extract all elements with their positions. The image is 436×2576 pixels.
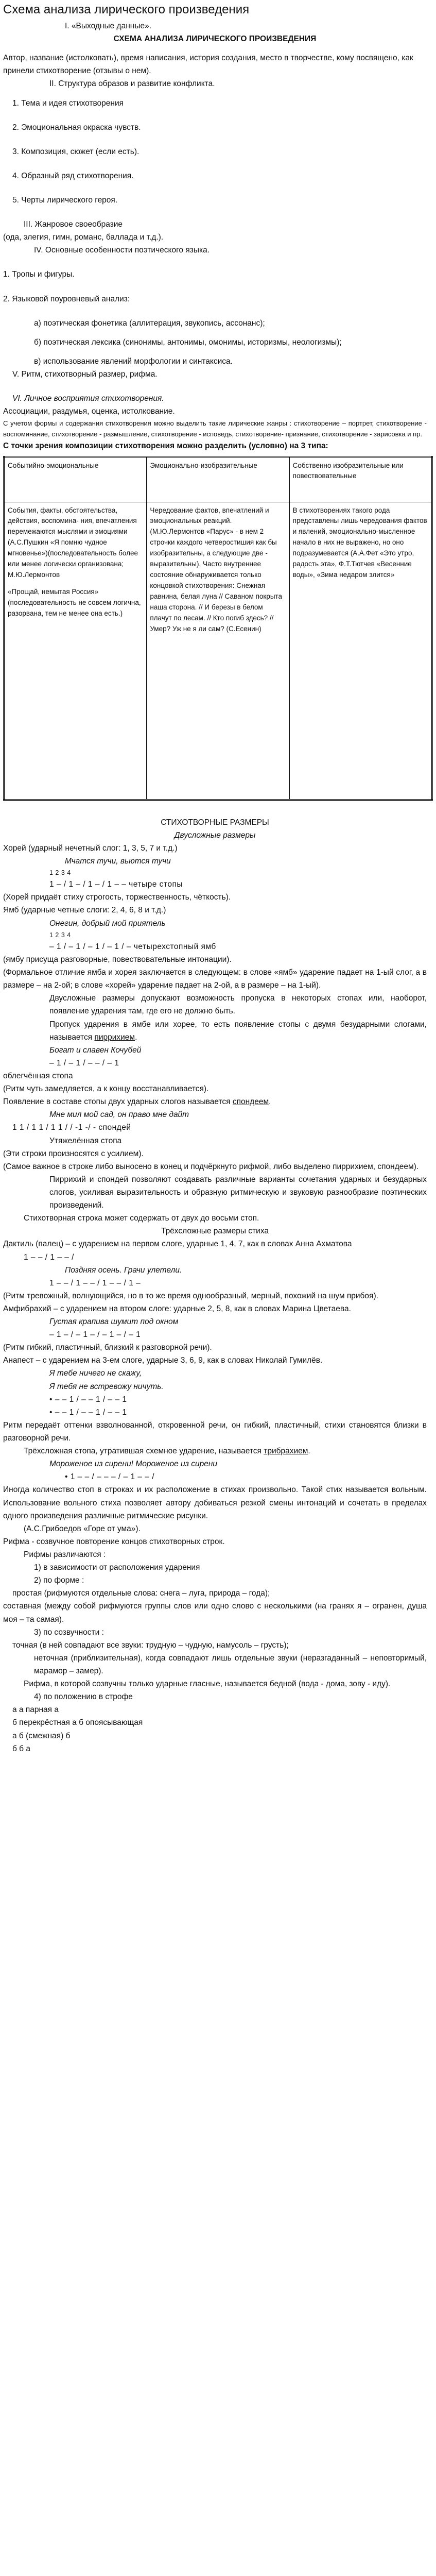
anapest-scheme-2: • – – 1 / – – 1 / – – 1 — [49, 1408, 127, 1417]
author-line: Автор, название (истолковать), время написания, история создания, место в творчестве, кому посвящено, как принели стихотворение (отзывы о нем). — [3, 54, 413, 76]
rhyme-4: 4) по положению в строфе — [34, 1692, 133, 1702]
spondee-def: Появление в составе стопы двух ударных слогов называется спондеем. — [3, 1097, 271, 1107]
tribrach-scheme: • 1 – – / – – – / – 1 – – / — [65, 1472, 155, 1482]
rhyme-simple: простая (рифмуются отдельные слова: снега – луга, природа – года); — [12, 1589, 270, 1598]
iamb-def: Ямб (ударные четные слоги: 2, 4, 6, 8 и т.д.) — [3, 906, 166, 915]
rhyme-def: Рифма - созвучное повторение концов стихотворных строк. — [3, 1537, 225, 1546]
genres-line: (ода, элегия, гимн, романс, баллада и т.д.). — [3, 233, 164, 242]
free-verse-note: Иногда количество стоп в строках и их расположение в стихах произвольно. Такой стих называется вольным. Использование вольного стиха позволяет автору добиваться резкой смены интонаций и сочетать в пределах одного произведения различные ритмические рисунки. — [3, 1485, 427, 1520]
trochee-numbers: 1 2 3 4 — [49, 869, 71, 876]
spondee-note: (Эти строки произносятся с усилием). — [3, 1149, 144, 1158]
spondee-example: Мне мил мой сад, он право мне дайт — [49, 1110, 189, 1120]
table-header-cell: Эмоционально-изобразительные — [147, 456, 289, 502]
table-cell — [4, 502, 147, 800]
lang-item-2: 2. Языковой поуровневый анализ: — [3, 294, 130, 303]
composition-table — [3, 456, 433, 801]
dactyl-note: (Ритм тревожный, волнующийся, но в то же время однообразный, мерный, похожий на шум прибоя). — [3, 1291, 378, 1300]
rhyme-compound: составная (между собой рифмуются группы слов или одно слово с несколькими (на гранях я – огранен, душа моя – та самая). — [3, 1602, 427, 1624]
genre-forms: С учетом формы и содержания стихотворения можно выделить такие лирические жанры : стихотворение – портрет, стихотворение - воспоминание, стихотворение - размышление, стихотворение - исповедь, стихотворение- признание, стихотворение - зарисовка и пр. — [3, 419, 427, 438]
lang-item-b: б) поэтическая лексика (синонимы, антонимы, омонимы, историзмы, неологизмы); — [34, 337, 342, 347]
rhyme-differ: Рифмы различаются : — [24, 1550, 106, 1560]
griboedov-ref: (А.С.Грибоедов «Горе от ума»). — [24, 1524, 141, 1533]
pyrrhic-note: (Ритм чуть замедляется, а к концу восстанавливается). — [3, 1084, 209, 1094]
item-4: 4. Образный ряд стихотворения. — [12, 171, 134, 180]
rhyme-2: 2) по форме : — [34, 1576, 84, 1585]
pyrrhic-example: Богат и славен Кочубей — [49, 1045, 142, 1055]
table-header-cell: Собственно изобразительные или повествовательные — [289, 456, 432, 502]
iamb-note: (ямбу присуща разговорные, повествовательные интонации). — [3, 955, 232, 964]
spondee-scheme: 1 1 / 1 1 / 1 1 / / -1 -/ - спондей — [12, 1123, 131, 1132]
line-types: Стихотворная строка может содержать от двух до восьми стоп. — [24, 1214, 259, 1223]
rhyme-pattern-d: б б а — [12, 1744, 30, 1753]
iamb-numbers: 1 2 3 4 — [49, 931, 71, 939]
rhyme-pattern-b: б перекрёстная а б опоясывающая — [12, 1718, 143, 1727]
rhyme-poor: Рифма, в которой созвучны только ударные гласные, называется бедной (вода - дома, зову - иду). — [24, 1680, 391, 1689]
iamb-scheme: – 1 / – 1 / – 1 / – 1 / – четырехстопный ямб — [49, 942, 216, 951]
section-1: I. «Выходные данные». — [65, 22, 152, 30]
rhyme-pattern-c: а б (смежная) б — [12, 1731, 71, 1740]
lang-item-a: а) поэтическая фонетика (аллитерация, звукопись, ассонанс); — [34, 318, 265, 328]
scheme-heading: СХЕМА АНАЛИЗА ЛИРИЧЕСКОГО ПРОИЗВЕДЕНИЯ — [113, 35, 317, 44]
trochee-def: Хорей (ударный нечетный слог: 1, 3, 5, 7 и т.д.) — [3, 843, 178, 853]
term-highlight: трибрахием — [264, 1447, 308, 1456]
cell-text: События, факты, обстоятельства, действия, воспомина- ния, впечатления перемежаются мыслями и эмоциями (А.С.Пушкин «Я помню чудное мгновенье»)(последовательность более или менее логически организована; М.Ю.Лермонтов — [8, 506, 138, 579]
dactyl-example: Поздняя осень. Грачи улетели. — [65, 1265, 182, 1275]
anapest-def: Анапест – с ударением на 3-ем слоге, ударные 3, 6, 9, как в словах Николай Гумилёв. — [3, 1356, 323, 1365]
tribrach-example: Мороженое из сирени! Мороженое из сирени — [49, 1460, 217, 1469]
rhyme-inexact: неточная (приблизительная), когда совпадают лишь отдельные звуки (неразгаданный – неповторимый, марамор – замер). — [34, 1653, 427, 1675]
item-2: 2. Эмоциональная окраска чувств. — [12, 123, 141, 132]
table-cell: Чередование фактов, впечатлений и эмоциональных реакций. (М.Ю.Лермонтов «Парус» - в нем 2 строчки каждого четверостишия как бы изобразительны, а следующие две - выразительны). Часто внутреннее состояние обнаруживается только концовкой стихотворения: Снежная равнина, белая луна // Саваном покрыта наша сторона. // И березы в белом плачут по лесам. // Кто погиб здесь? // Умер? Уж не я ли сам? (С.Есенин) — [147, 502, 289, 800]
rhyme-pattern-a: а а парная а — [12, 1705, 59, 1715]
pyrrhic-scheme: – 1 / – 1 / – – / – 1 — [49, 1058, 119, 1067]
spondee-more: (Самое важное в строке либо выносено в конец и подчёркнуто рифмой, либо выделено пиррихием, спондеем). — [3, 1162, 419, 1171]
dactyl-def: Дактиль (палец) – с ударением на первом слоге, ударные 1, 4, 7, как в словах Анна Ахматова — [3, 1240, 352, 1249]
pyrrhic-intro: Двусложные размеры допускают возможность пропуска в некоторых стопах или, наоборот, появление ударения там, где его не должно быть. — [49, 994, 427, 1016]
pyrrhic-def: Пропуск ударения в ямбе или хорее, то есть появление стопы с двумя безударными слогами, называется пиррихием. — [49, 1020, 427, 1042]
table-header-cell: Событийно-эмоциональные — [4, 456, 147, 502]
anapest-example-1: Я тебе ничего не скажу, — [49, 1369, 142, 1378]
iamb-example: Онегин, добрый мой приятель — [49, 919, 166, 928]
rhyme-3: 3) по созвучности : — [34, 1628, 104, 1637]
anapest-note: Ритм передаёт оттенки взволнованной, откровенной речи, он гибкий, пластичный, стихи становятся близки в разговорной речи. — [3, 1420, 427, 1443]
section-3: III. Жанровое своеобразие — [24, 220, 123, 229]
two-syllable-heading: Двусложные размеры — [174, 831, 256, 840]
table-header-row — [4, 456, 432, 502]
cell-text-tail: (последовательность не совсем логична, разорвана, тем не менее она есть.) — [8, 598, 141, 617]
formal-difference: (Формальное отличие ямба и хорея заключается в следующем: в слове «ямб» ударение падает на 1-ый слог, а в размере – на 2-ой; в слове «хорей» ударение падает на 2-ой, а в размере – на 1-ый). — [3, 968, 427, 990]
section-4: IV. Основные особенности поэтического языка. — [34, 246, 210, 255]
item-5: 5. Черты лирического героя. — [12, 195, 118, 205]
rhyme-1: 1) в зависимости от расположения ударения — [34, 1563, 200, 1572]
amphibrach-example: Густая крапива шумит под окном — [49, 1317, 179, 1327]
lang-item-c: в) использование явлений морфологии и синтаксиса. — [34, 357, 233, 366]
pyrrhic-tag: облегчённая стопа — [3, 1071, 73, 1080]
pyrrhic-spondee-text: Пиррихий и спондей позволяют создавать различные варианты сочетания ударных и безударных слогов, усиливая выразительность и образную ритмическую и звуковую разнообразие поэтических произведений. — [49, 1175, 427, 1210]
dactyl-scheme-2: 1 – – / 1 – – / 1 – – / 1 – — [49, 1278, 141, 1287]
three-syllable-heading: Трёхсложные размеры стиха — [161, 1227, 269, 1236]
term-highlight: спондеем — [232, 1097, 269, 1107]
meters-title: СТИХОТВОРНЫЕ РАЗМЕРЫ — [161, 818, 269, 827]
amphibrach-def: Амфибрахий – с ударением на втором слоге: ударные 2, 5, 8, как в словах Марина Цветаева. — [3, 1304, 351, 1313]
section-5: V. Ритм, стихотворный размер, рифма. — [12, 369, 158, 379]
composition-title: С точки зрения композиции стихотворения можно разделить (условно) на 3 типа: — [3, 442, 328, 451]
associations-line: Ассоциации, раздумья, оценка, истолкование. — [3, 407, 175, 416]
trochee-scheme: 1 – / 1 – / 1 – / 1 – – четыре стопы — [49, 880, 183, 889]
section-2: II. Структура образов и развитие конфликта. — [49, 79, 215, 89]
amphibrach-scheme: – 1 – / – 1 – / – 1 – / – 1 — [49, 1330, 141, 1340]
trochee-note: (Хорей придаёт стиху строгость, торжественность, чёткость). — [3, 893, 231, 902]
document — [0, 2, 430, 1755]
cell-quote: «Прощай, немытая Россия» — [8, 587, 99, 596]
document-title: Схема анализа лирического произведения — [3, 3, 250, 16]
trochee-example: Мчатся тучи, вьются тучи — [65, 856, 171, 866]
anapest-example-2: Я тебя не встревожу ничуть. — [49, 1382, 164, 1391]
table-cell: В стихотворениях такого рода представлены лишь чередования фактов и явлений, эмоционально-мысленное начало в них не выражено, но оно подразумевается (А.А.Фет «Это утро, радость эта», Ф.Т.Тютчев «Весенние воды», «Зима недаром злится» — [289, 502, 432, 800]
spondee-tag: Утяжелённая стопа — [49, 1136, 122, 1145]
item-3: 3. Композиция, сюжет (если есть). — [12, 147, 139, 156]
rhyme-exact: точная (в ней совпадают все звуки: трудную – чудную, намусоль – грусть); — [12, 1640, 289, 1650]
anapest-scheme-1: • – – 1 / – – 1 / – – 1 — [49, 1395, 127, 1404]
term-highlight: пиррихием — [94, 1032, 135, 1042]
amphibrach-note: (Ритм гибкий, пластичный, близкий к разговорной речи). — [3, 1343, 212, 1352]
dactyl-scheme: 1 – – / 1 – – / — [24, 1252, 74, 1262]
section-6: VI. Личное восприятия стихотворения. — [12, 394, 164, 403]
lang-item-1: 1. Тропы и фигуры. — [3, 270, 75, 279]
item-1: 1. Тема и идея стихотворения — [12, 98, 124, 108]
tribrach-def: Трёхсложная стопа, утратившая схемное ударение, называется трибрахием. — [24, 1447, 310, 1456]
table-row — [4, 502, 432, 800]
